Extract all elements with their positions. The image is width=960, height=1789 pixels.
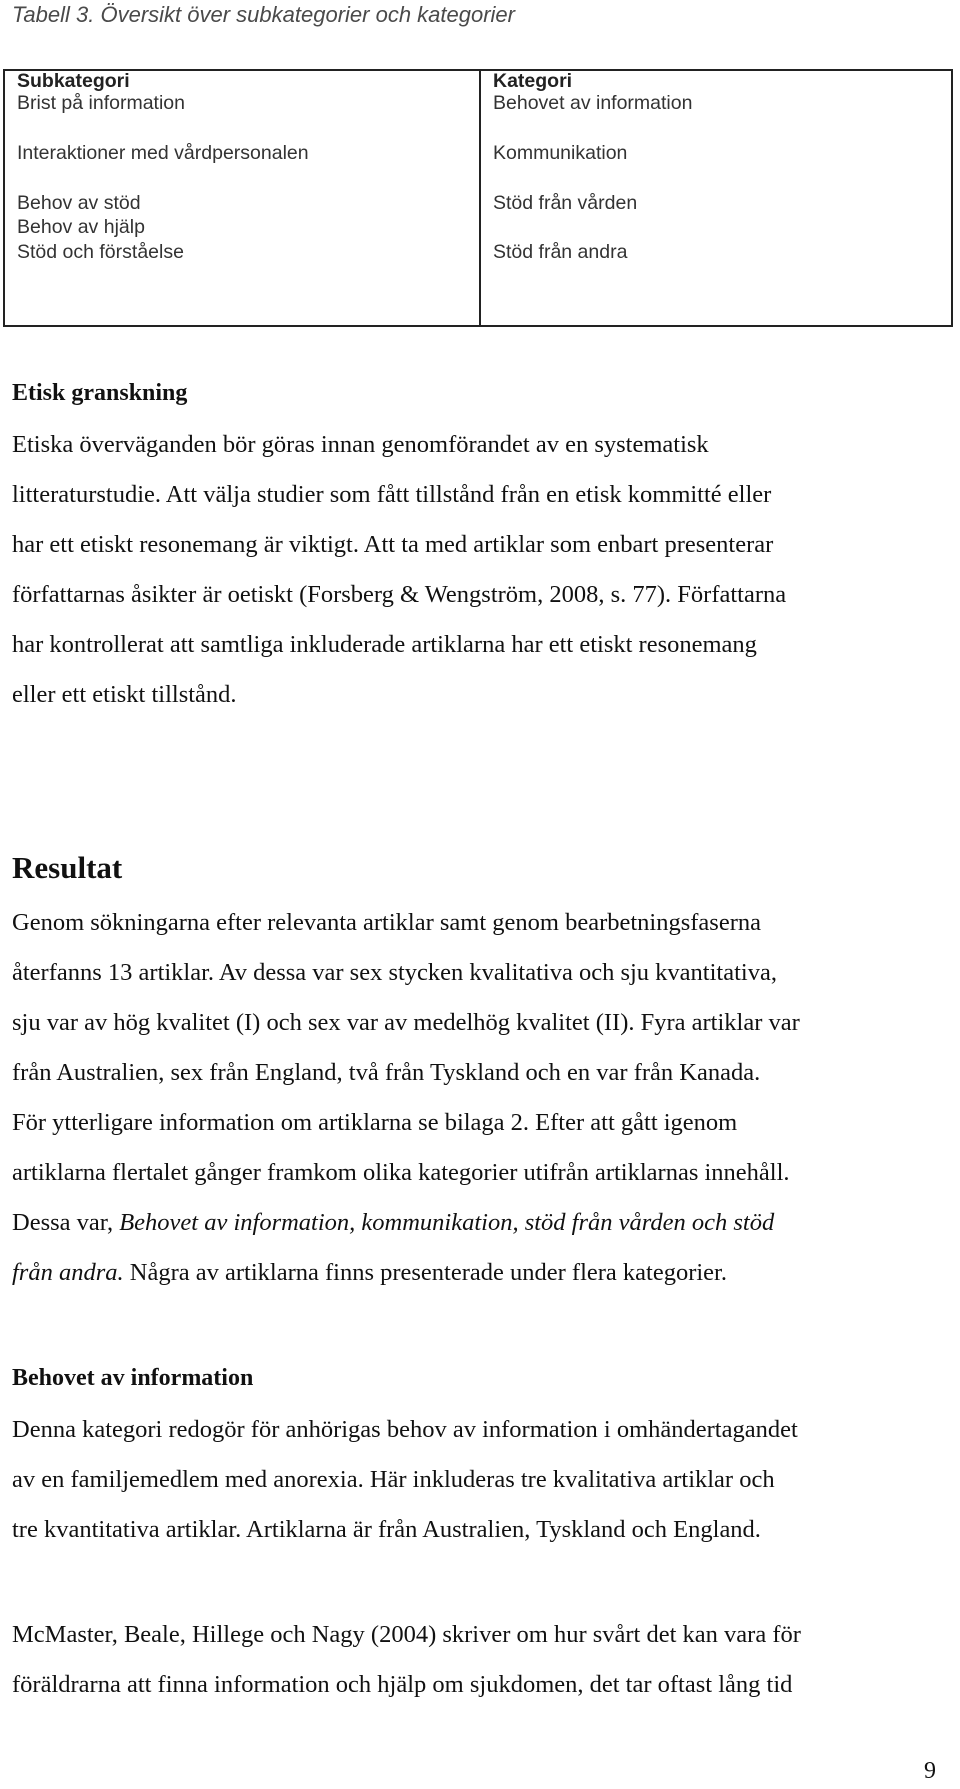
paragraph-line: Denna kategori redogör för anhörigas behov av information i omhändertagandet — [12, 1416, 798, 1443]
category-cell: Kommunikation — [493, 142, 628, 164]
category-list-italic: Behovet av information, kommunikation, stöd från vården och stöd — [119, 1209, 775, 1236]
category-list-italic: från andra. — [12, 1259, 124, 1286]
paragraph-line: har ett etiskt resonemang är viktigt. Att ta med artiklar som enbart presenterar — [12, 531, 774, 558]
table-column-divider — [479, 71, 481, 325]
paragraph-line: föräldrarna att finna information och hjälp om sjukdomen, det tar oftast lång tid — [12, 1671, 793, 1698]
subcategory-cell: Behov av stöd — [17, 192, 141, 214]
paragraph-line: av en familjemedlem med anorexia. Här inkluderas tre kvalitativa artiklar och — [12, 1466, 775, 1493]
paragraph-line: Etiska överväganden bör göras innan genomförandet av en systematisk — [12, 431, 709, 458]
category-cell: Stöd från vården — [493, 192, 638, 214]
paragraph-line: tre kvantitativa artiklar. Artiklarna är från Australien, Tyskland och England. — [12, 1516, 761, 1543]
subcategory-cell: Interaktioner med vårdpersonalen — [17, 142, 309, 164]
results-paragraph — [12, 898, 957, 1298]
paragraph-line: McMaster, Beale, Hillege och Nagy (2004) skriver om hur svårt det kan vara för — [12, 1621, 801, 1648]
subcategory-cell: Stöd och förståelse — [17, 241, 184, 263]
page-number: 9 — [924, 1758, 936, 1784]
paragraph-line — [12, 1248, 957, 1298]
paragraph-line: har kontrollerat att samtliga inkluderade artiklarna har ett etiskt resonemang — [12, 631, 757, 658]
paragraph-line: återfanns 13 artiklar. Av dessa var sex stycken kvalitativa och sju kvantitativa, — [12, 959, 777, 986]
paragraph-line: Genom sökningarna efter relevanta artiklar samt genom bearbetningsfaserna — [12, 909, 761, 936]
info-section-paragraph — [12, 1405, 957, 1555]
ethics-paragraph — [12, 420, 957, 720]
subcategory-cell: Behov av hjälp — [17, 216, 145, 238]
subcategory-cell: Brist på information — [17, 92, 185, 114]
results-heading: Resultat — [12, 850, 123, 885]
ethics-heading: Etisk granskning — [12, 380, 188, 406]
column-header-subkategori: Subkategori — [17, 70, 130, 92]
category-table — [3, 69, 953, 327]
mcmaster-paragraph — [12, 1610, 957, 1710]
paragraph-line: sju var av hög kvalitet (I) och sex var av medelhög kvalitet (II). Fyra artiklar var — [12, 1009, 800, 1036]
column-header-kategori: Kategori — [493, 70, 573, 92]
paragraph-line: eller ett etiskt tillstånd. — [12, 681, 237, 708]
paragraph-line: från Australien, sex från England, två från Tyskland och en var från Kanada. — [12, 1059, 761, 1086]
category-cell: Behovet av information — [493, 92, 693, 114]
paragraph-line: För ytterligare information om artiklarna se bilaga 2. Efter att gått igenom — [12, 1109, 738, 1136]
line-text: Några av artiklarna finns presenterade under flera kategorier. — [123, 1259, 727, 1286]
table-caption: Tabell 3. Översikt över subkategorier och kategorier — [12, 2, 515, 27]
paragraph-line: artiklarna flertalet gånger framkom olika kategorier utifrån artiklarnas innehåll. — [12, 1159, 790, 1186]
line-text: Dessa var, — [12, 1209, 120, 1236]
category-cell: Stöd från andra — [493, 241, 628, 263]
info-section-heading: Behovet av information — [12, 1365, 254, 1391]
paragraph-line — [12, 1198, 957, 1248]
paragraph-line: litteraturstudie. Att välja studier som fått tillstånd från en etisk kommitté eller — [12, 481, 772, 508]
paragraph-line: författarnas åsikter är oetiskt (Forsberg & Wengström, 2008, s. 77). Författarna — [12, 581, 787, 608]
